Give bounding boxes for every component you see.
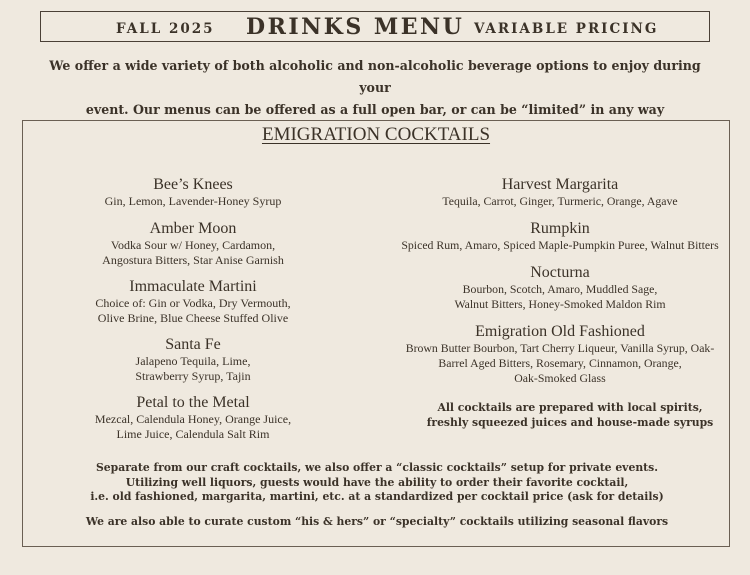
cocktail-description: Tequila, Carrot, Ginger, Turmeric, Orange, Agave <box>442 194 678 208</box>
note-line: freshly squeezed juices and house-made syrups <box>426 415 714 429</box>
pricing-label: VARIABLE PRICING <box>474 21 659 37</box>
menu-header <box>40 11 710 42</box>
cocktail-name: Rumpkin <box>530 220 590 237</box>
custom-cocktails-note: We are also able to curate custom “his & hers” or “specialty” cocktails utilizing seasonal flavors <box>85 515 669 528</box>
cocktail-item <box>83 176 303 209</box>
cocktail-name: Harvest Margarita <box>501 176 619 193</box>
cocktail-description: Olive Brine, Blue Cheese Stuffed Olive <box>97 311 289 325</box>
cocktail-name: Santa Fe <box>165 336 221 353</box>
note-line: All cocktails are prepared with local spirits, <box>437 401 703 414</box>
section-title: EMIGRATION COCKTAILS <box>261 124 491 145</box>
cocktail-description: Strawberry Syrup, Tajin <box>135 369 251 383</box>
cocktail-description: Lime Juice, Calendula Salt Rim <box>116 427 270 441</box>
cocktail-name: Immaculate Martini <box>129 278 257 295</box>
note-line: i.e. old fashioned, margarita, martini, etc. at a standardized per cocktail price (ask for details) <box>90 490 664 503</box>
cocktail-item <box>83 278 303 326</box>
cocktail-description: Angostura Bitters, Star Anise Garnish <box>102 253 284 267</box>
cocktail-item <box>393 176 727 209</box>
menu-title: DRINKS MENU <box>246 14 465 40</box>
cocktail-description: Oak-Smoked Glass <box>514 371 606 385</box>
cocktail-description: Choice of: Gin or Vodka, Dry Vermouth, <box>95 296 291 310</box>
note-line: Separate from our craft cocktails, we also offer a “classic cocktails” setup for private events. <box>95 461 659 474</box>
cocktail-name: Amber Moon <box>149 220 237 237</box>
season-label: FALL 2025 <box>116 21 215 37</box>
cocktail-description: Spiced Rum, Amaro, Spiced Maple-Pumpkin Puree, Walnut Bitters <box>401 238 719 252</box>
cocktail-description: Vodka Sour w/ Honey, Cardamon, <box>110 238 276 252</box>
cocktail-description: Bourbon, Scotch, Amaro, Muddled Sage, <box>462 282 658 296</box>
cocktail-item <box>393 323 727 386</box>
cocktail-description: Brown Butter Bourbon, Tart Cherry Liqueur, Vanilla Syrup, Oak- <box>405 341 715 355</box>
cocktail-item <box>393 264 727 312</box>
left-cocktail-column <box>83 176 303 442</box>
cocktail-description: Walnut Bitters, Honey-Smoked Maldon Rim <box>454 297 666 311</box>
cocktail-name: Bee’s Knees <box>153 176 233 193</box>
cocktail-item <box>393 220 727 253</box>
cocktail-description: Mezcal, Calendula Honey, Orange Juice, <box>94 412 292 426</box>
cocktails-panel <box>22 120 730 547</box>
cocktail-name: Petal to the Metal <box>136 394 250 411</box>
intro-text <box>40 55 710 121</box>
cocktail-name: Emigration Old Fashioned <box>475 323 645 340</box>
right-cocktail-column <box>393 176 727 386</box>
cocktail-item <box>83 220 303 268</box>
cocktail-name: Nocturna <box>530 264 590 281</box>
note-line: Utilizing well liquors, guests would have the ability to order their favorite cocktail, <box>125 475 629 489</box>
classic-cocktails-note <box>23 461 731 505</box>
intro-line: event. Our menus can be offered as a full open bar, or can be “limited” in any way <box>85 102 665 117</box>
cocktail-item <box>83 336 303 384</box>
local-ingredients-note <box>423 401 717 430</box>
cocktail-item <box>83 394 303 442</box>
intro-line: We offer a wide variety of both alcoholic and non-alcoholic beverage options to enjoy during your <box>49 58 701 95</box>
cocktail-description: Jalapeno Tequila, Lime, <box>135 354 251 368</box>
cocktail-description: Barrel Aged Bitters, Rosemary, Cinnamon, Orange, <box>438 356 682 370</box>
cocktail-description: Gin, Lemon, Lavender-Honey Syrup <box>104 194 282 208</box>
